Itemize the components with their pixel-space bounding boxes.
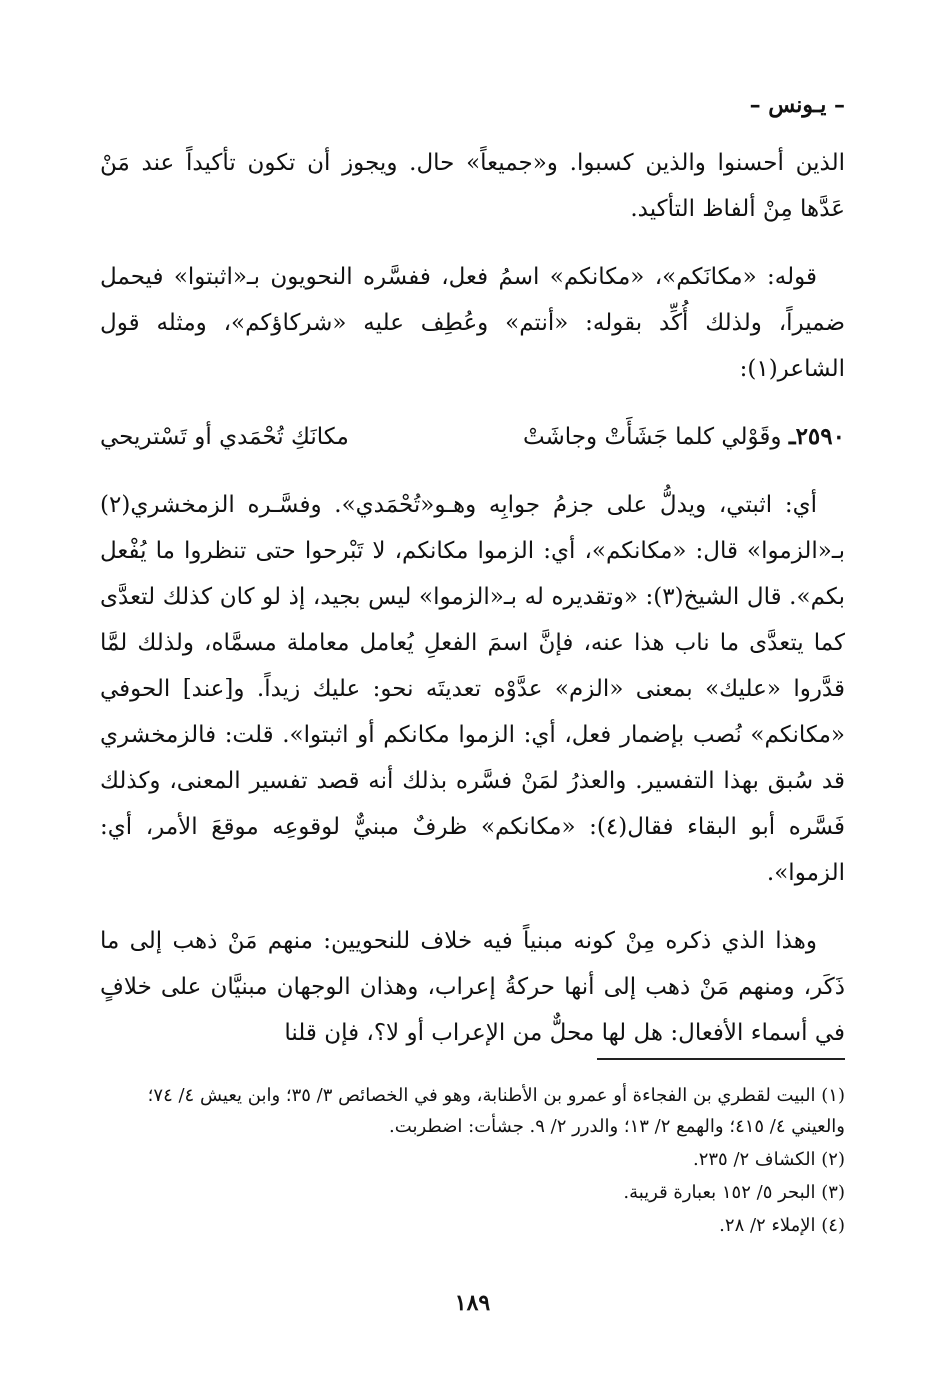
page-number: ١٨٩ (454, 1290, 491, 1316)
verse-line (100, 414, 845, 460)
paragraph-1: الذين أحسنوا والذين كسبوا. و«جميعاً» حال. ويجوز أن تكون تأكيداً عند مَنْ عَدَّها مِنْ ألفاظ التأكيد. (100, 150, 845, 222)
footnote-divider (597, 1058, 845, 1060)
verse-number: ٢٥٩٠ـ (788, 423, 845, 450)
main-text (100, 140, 845, 1078)
verse-first-half (523, 414, 845, 460)
running-head: – يـونس – (749, 92, 845, 118)
footnote-1: (١) البيت لقطري بن الفجاءة أو عمرو بن الأطنابة، وهو في الخصائص ٣/ ٣٥؛ وابن يعيش ٤/ ٧٤؛ والعيني ٤/ ٤١٥؛ والهمع ٢/ ١٣؛ والدرر ٢/ ٩. جشأت: اضطربت. (147, 1085, 845, 1137)
paragraph-3: أي: اثبتي، ويدلُّ على جزمُ جوابِه وهـو«تُحْمَدي». وفسَّـره الزمخشري(٢) بـ«الزموا» قال: «مكانكم»، أي: الزموا مكانكم، لا تَبْرحوا حتى تنظروا ما يُفْعل بكم». قال الشيخ(٣): «وتقديره له بـ«الزموا» ليس بجيد، إذ لو كان كذلك لتعدَّى كما يتعدَّى ما ناب هذا عنه، فإنَّ اسمَ الفعلِ يُعامل معاملة مسمَّاه، ولذلك لمَّا قدَّروا «عليك» بمعنى «الزم» عدَّوْه تعديتَه نحو: عليك زيداً. و[عند] الحوفي «مكانكم» نُصب بإضمار فعل، أي: الزموا مكانكم أو اثبتوا». قلت: فالزمخشري قد سُبق بهذا التفسير. والعذرُ لمَنْ فسَّره بذلك أنه قصد تفسير المعنى، وكذلك فَسَّره أبو البقاء فقال(٤): «مكانكم» ظرفٌ مبنيٌّ لوقوعِه موقعَ الأمر، أي: الزموا». (100, 492, 845, 886)
footnote-4: (٤) الإملاء ٢/ ٢٨. (719, 1215, 845, 1236)
paragraph-4: وهذا الذي ذكره مِنْ كونه مبنياً فيه خلاف للنحويين: منهم مَنْ ذهب إلى ما ذَكَر، ومنهم مَنْ ذهب إلى أنها حركةُ إعراب، وهذان الوجهان مبنيَّان على خلافٍ في أسماء الأفعال: هل لها محلٌّ من الإعراب أو لا؟، فإن قلنا (100, 928, 845, 1046)
verse-second-hemistich: مكانَكِ تُحْمَدي أو تَسْتريحي (100, 424, 349, 450)
paragraph-2: قوله: «مكانَكم»، «مكانكم» اسمُ فعل، ففسَّره النحويون بـ«اثبتوا» فيحمل ضميراً، ولذلك أُكِّد بقوله: «أنتم» وعُطِف عليه «شركاؤكم»، ومثله قول الشاعر(١): (100, 264, 845, 382)
footnote-3: (٣) البحر ٥/ ١٥٢ بعبارة قريبة. (623, 1182, 845, 1203)
verse-first-hemistich: وقَوْلي كلما جَشَأَتْ وجاشَتْ (522, 424, 782, 450)
footnotes (100, 1080, 845, 1243)
footnote-2: (٢) الكشاف ٢/ ٢٣٥. (692, 1149, 845, 1170)
